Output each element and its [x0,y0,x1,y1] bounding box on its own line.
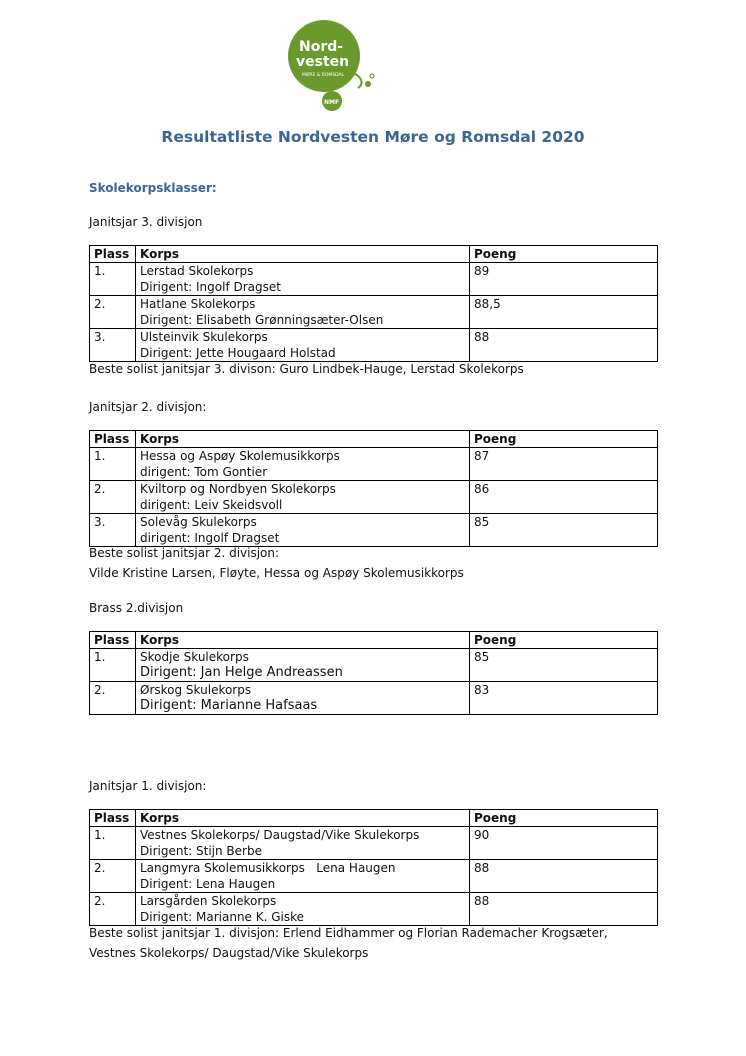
cell-plass: 1. [90,649,136,682]
cell-poeng: 88 [470,329,658,362]
header-plass: Plass [90,632,136,649]
korps-name: Hatlane Skolekorps [140,297,256,311]
cell-plass: 3. [90,514,136,547]
korps-dirigent: Dirigent: Lena Haugen [140,877,276,891]
cell-plass: 2. [90,682,136,715]
cell-korps [136,481,470,514]
cell-plass: 2. [90,296,136,329]
korps-dirigent: dirigent: Tom Gontier [140,465,268,479]
korps-name: Solevåg Skulekorps [140,515,257,529]
table-row [90,649,658,682]
korps-name: Kviltorp og Nordbyen Skolekorps [140,482,336,496]
header-plass: Plass [90,246,136,263]
division-title: Janitsjar 1. divisjon: [89,779,207,793]
nordvesten-logo-graphic [288,14,378,114]
note-line: Beste solist janitsjar 2. divisjon: [89,546,280,560]
logo-text-line1: Nord- [299,39,344,55]
korps-dirigent: Dirigent: Marianne Hafsaas [140,698,318,713]
note-line: Vilde Kristine Larsen, Fløyte, Hessa og Aspøy Skolemusikkorps [89,566,464,580]
table-row [90,448,658,481]
best-soloist-note [89,360,524,378]
table-row [90,860,658,893]
section-heading: Skolekorpsklasser: [89,181,217,195]
cell-korps [136,296,470,329]
korps-dirigent: Dirigent: Jan Helge Andreassen [140,665,343,680]
table-row [90,329,658,362]
cell-korps [136,263,470,296]
header-korps: Korps [136,632,470,649]
cell-poeng: 88,5 [470,296,658,329]
korps-name: Larsgården Skolekorps [140,894,277,908]
note-line: Beste solist janitsjar 3. divison: Guro Lindbek-Hauge, Lerstad Skolekorps [89,362,524,376]
header-poeng: Poeng [470,431,658,448]
cell-korps [136,448,470,481]
logo-subtext: MØRE & ROMSDAL [302,73,345,78]
korps-name: Vestnes Skolekorps/ Daugstad/Vike Skulekorps [140,828,420,842]
cell-korps [136,514,470,547]
cell-korps [136,860,470,893]
korps-name: Ørskog Skulekorps [140,683,252,697]
results-table [89,809,658,926]
cell-korps [136,893,470,926]
cell-korps [136,827,470,860]
cell-poeng: 87 [470,448,658,481]
header-plass: Plass [90,431,136,448]
header-poeng: Poeng [470,810,658,827]
cell-poeng: 86 [470,481,658,514]
cell-korps [136,682,470,715]
table-header-row [90,632,658,649]
korps-dirigent: Dirigent: Ingolf Dragset [140,280,281,294]
logo-ring-icon [370,74,374,78]
logo-badge-text: NMF [324,99,340,106]
division-title: Janitsjar 3. divisjon [89,215,203,229]
korps-dirigent: Dirigent: Elisabeth Grønningsæter-Olsen [140,313,384,327]
korps-name: Ulsteinvik Skulekorps [140,330,268,344]
cell-poeng: 90 [470,827,658,860]
best-soloist-note [89,924,608,962]
cell-plass: 3. [90,329,136,362]
korps-dirigent: Dirigent: Stijn Berbe [140,844,262,858]
cell-poeng: 85 [470,514,658,547]
table-header-row [90,810,658,827]
table-row [90,682,658,715]
cell-plass: 1. [90,263,136,296]
page-title: Resultatliste Nordvesten Møre og Romsdal 2020 [161,128,585,146]
header-korps: Korps [136,810,470,827]
cell-plass: 2. [90,860,136,893]
table-row [90,827,658,860]
header-plass: Plass [90,810,136,827]
header-korps: Korps [136,431,470,448]
cell-korps [136,329,470,362]
results-table [89,631,658,715]
korps-name: Skodje Skulekorps [140,650,249,664]
nordvesten-logo [288,14,378,114]
logo-dot-icon [365,81,371,87]
table-header-row [90,246,658,263]
table-row [90,263,658,296]
cell-plass: 1. [90,827,136,860]
korps-dirigent: Dirigent: Marianne K. Giske [140,910,305,924]
results-table [89,430,658,547]
table-row [90,893,658,926]
table-row [90,514,658,547]
cell-poeng: 88 [470,893,658,926]
note-line: Beste solist janitsjar 1. divisjon: Erlend Eidhammer og Florian Rademacher Krogsæter, [89,926,608,940]
division-title: Brass 2.divisjon [89,601,184,615]
korps-name: Langmyra Skolemusikkorps Lena Haugen [140,861,396,875]
korps-dirigent: dirigent: Ingolf Dragset [140,531,280,545]
table-row [90,481,658,514]
header-poeng: Poeng [470,246,658,263]
korps-dirigent: dirigent: Leiv Skeidsvoll [140,498,283,512]
cell-korps [136,649,470,682]
header-poeng: Poeng [470,632,658,649]
cell-poeng: 83 [470,682,658,715]
logo-text-line2: vesten [296,54,350,70]
note-line: Vestnes Skolekorps/ Daugstad/Vike Skulekorps [89,946,369,960]
cell-poeng: 85 [470,649,658,682]
cell-plass: 2. [90,481,136,514]
korps-name: Hessa og Aspøy Skolemusikkorps [140,449,340,463]
cell-poeng: 88 [470,860,658,893]
header-korps: Korps [136,246,470,263]
best-soloist-note [89,544,464,582]
cell-plass: 2. [90,893,136,926]
cell-poeng: 89 [470,263,658,296]
cell-plass: 1. [90,448,136,481]
korps-dirigent: Dirigent: Jette Hougaard Holstad [140,346,336,360]
korps-name: Lerstad Skolekorps [140,264,254,278]
table-header-row [90,431,658,448]
division-title: Janitsjar 2. divisjon: [89,400,207,414]
table-row [90,296,658,329]
results-table [89,245,658,362]
